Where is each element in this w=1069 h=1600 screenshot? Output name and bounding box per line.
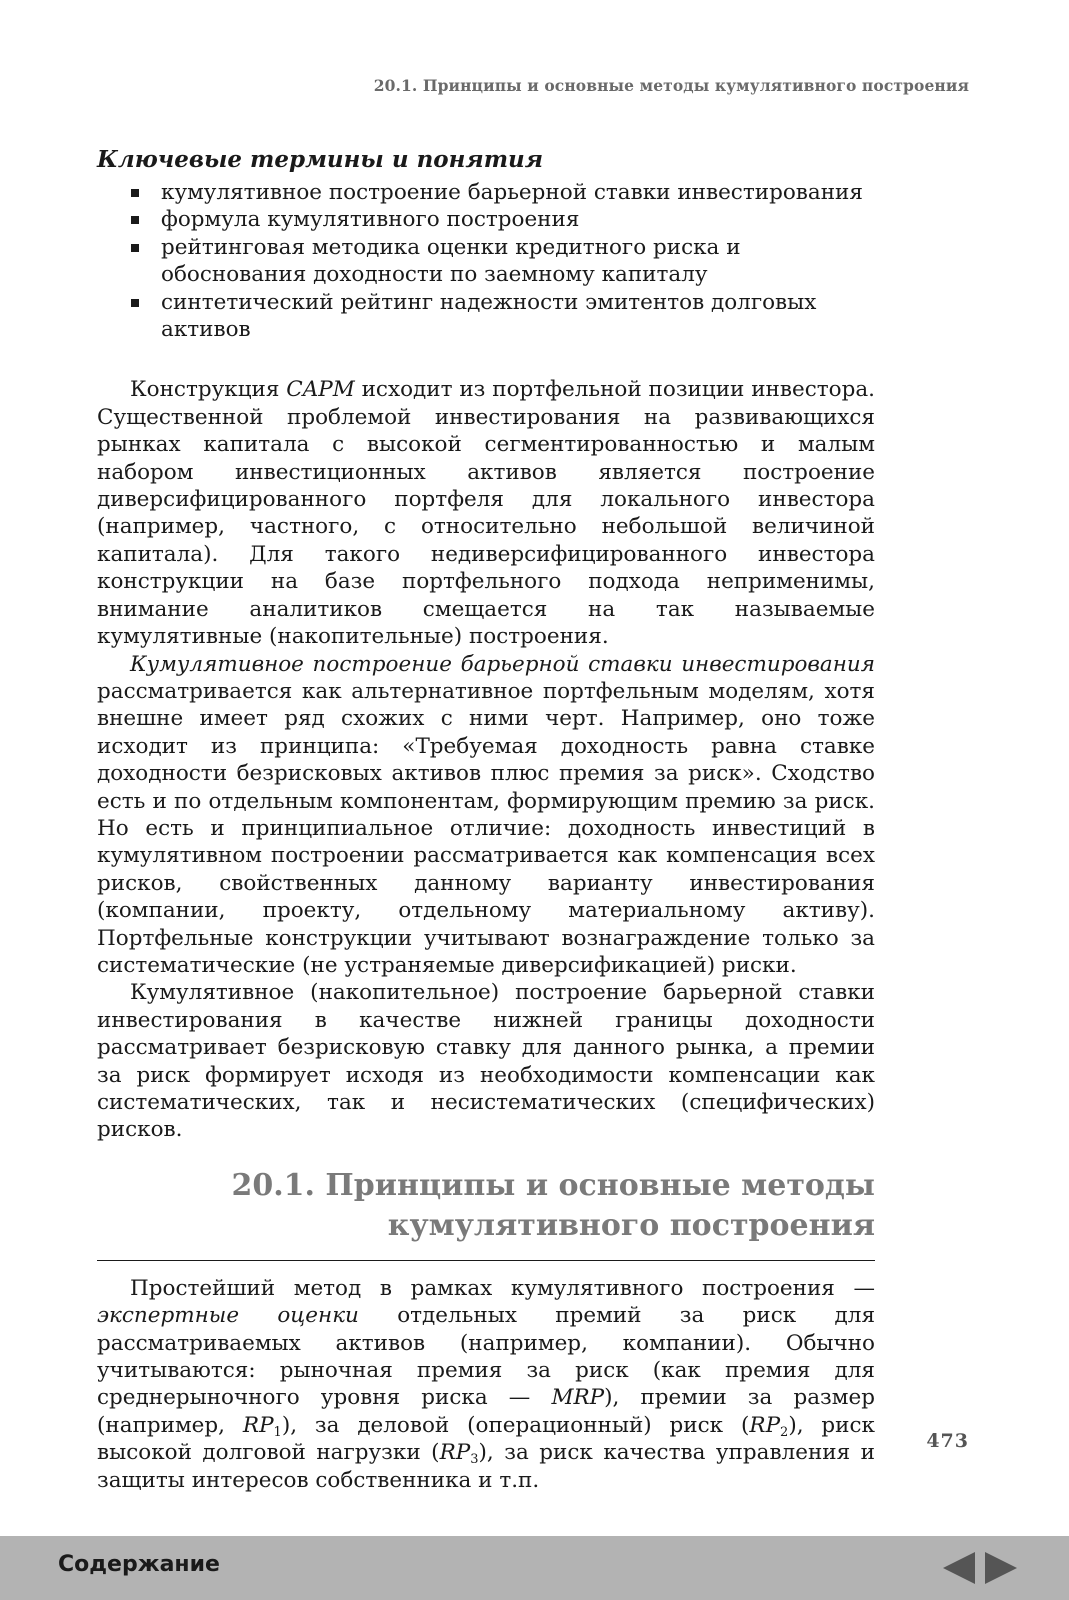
body-paragraph: Кумулятивное построение барьерной ставки инвестирования рассматривается как альтернативное портфельным моделям, хотя внешне имеет ряд схожих с ними черт. Например, оно тоже исходит из принципа: «Требуемая доходность равна ставке доходности безрисковых активов плюс премия за риск». Сходство есть и по отдельным компонентам, формирующим премию за риск. Но есть и принципиальное отличие: доходность инвестиций в кумулятивном построении рассматривается как компенсация всех рисков, свойственных данному варианту инвестирования (компании, проекту, отдельному материальному активу). Портфельные конструкции учитывают вознаграждение только за систематические (не устраняемые диверсификацией) риски. [97, 651, 875, 978]
table-of-contents-link[interactable]: Содержание [58, 1552, 220, 1577]
key-terms-list [97, 179, 875, 343]
page-content [97, 145, 875, 1494]
list-item: синтетический рейтинг надежности эмитентов долговых активов [97, 289, 875, 344]
previous-page-icon[interactable] [941, 1550, 977, 1586]
list-item: кумулятивное построение барьерной ставки инвестирования [97, 179, 875, 206]
square-bullet-icon [131, 244, 139, 252]
square-bullet-icon [131, 189, 139, 197]
square-bullet-icon [131, 216, 139, 224]
list-item: рейтинговая методика оценки кредитного риска и обоснования доходности по заемному капиталу [97, 234, 875, 289]
next-page-icon[interactable] [983, 1550, 1019, 1586]
list-item: формула кумулятивного построения [97, 206, 875, 233]
page-number: 473 [926, 1430, 969, 1452]
key-terms-heading: Ключевые термины и понятия [97, 146, 544, 173]
defined-term: Кумулятивное построение барьерной ставки инвестирования [130, 651, 875, 677]
body-paragraph: Кумулятивное (накопительное) построение барьерной ставки инвестирования в качестве нижней границы доходности рассматривает безрисковую ставку для данного рынка, а премии за риск формирует исходя из необходимости компенсации как систематических, так и несистематических (специфических) рисков. [97, 980, 875, 1143]
running-head: 20.1. Принципы и основные методы кумулятивного построения [373, 76, 969, 95]
section-title: 20.1. Принципы и основные методы кумулятивного построения [97, 1166, 875, 1261]
body-paragraph: Конструкция CAPM исходит из портфельной позиции инвестора. Существенной проблемой инвестирования на развивающихся рынках капитала с высокой сегментированностью и малым набором инвестиционных активов является построение диверсифицированного портфеля для локального инвестора (например, частного, с относительно небольшой величиной капитала). Для такого недиверсифицированного инвестора конструкции на базе портфельного подхода неприменимы, внимание аналитиков смещается на так называемые кумулятивные (накопительные) построения. [97, 377, 875, 650]
bottom-navigation-bar [0, 1536, 1069, 1600]
square-bullet-icon [131, 299, 139, 307]
capm-term: CAPM [286, 377, 355, 403]
body-paragraph: Простейший метод в рамках кумулятивного построения — экспертные оценки отдельных премий за риск для рассматриваемых активов (например, компании). Обычно учитываются: рыночная премия за риск (как премия для среднерыночного уровня риска — MRP), премии за размер (например, $RP_1$), за деловой (операционный) риск $(RP_2)$, риск высокой долговой нагрузки $(RP_3)$, за риск качества управления и защиты интересов собственника и т.п. [97, 1275, 876, 1493]
page-nav-arrows [941, 1550, 1019, 1586]
